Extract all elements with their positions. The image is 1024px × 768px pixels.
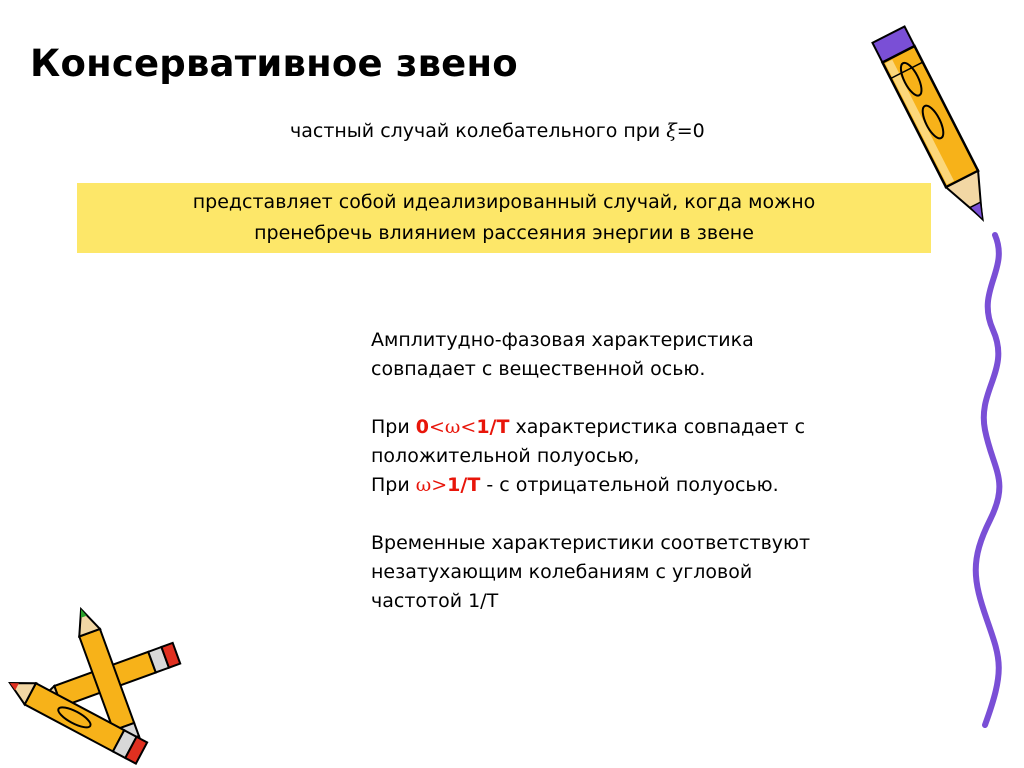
slide-subtitle: [290, 120, 705, 142]
para2-text1: характеристика совпадает с: [509, 416, 806, 438]
range-negative: [416, 474, 481, 496]
highlight-box: [77, 183, 931, 253]
para2-text2: - с отрицательной полуосью.: [480, 474, 779, 496]
para1-line2: совпадает с вещественной осью.: [371, 358, 706, 380]
xi-symbol: ξ: [666, 120, 677, 142]
subtitle-suffix: =0: [676, 120, 705, 142]
range2-end: 1/T: [447, 474, 481, 496]
body-text: [371, 326, 931, 616]
highlight-line-2: пренебречь влиянием рассеяния энергии в звене: [254, 222, 754, 244]
range1-end: 1/T: [476, 416, 510, 438]
para3-line1: Временные характеристики соответствуют: [371, 532, 811, 554]
pri-label-1: При: [371, 416, 416, 438]
paragraph-afc: [371, 326, 931, 384]
highlight-line-1: представляет собой идеализированный случай, когда можно: [192, 191, 816, 213]
lt-symbol-2: <: [460, 416, 477, 438]
gt-symbol: >: [431, 474, 448, 496]
squiggle-line: [955, 230, 1024, 730]
slide-title: Консервативное звено: [30, 42, 518, 85]
paragraph-time: [371, 529, 931, 616]
crossed-pencils-icon: [0, 600, 210, 765]
para1-line1: Амплитудно-фазовая характеристика: [371, 329, 754, 351]
omega-symbol-1: ω: [444, 416, 461, 438]
pencil-icon: [858, 2, 1008, 247]
paragraph-ranges: [371, 413, 931, 500]
squiggle-path: [976, 235, 1000, 725]
pri-label-2: При: [371, 474, 416, 496]
subtitle-text: частный случай колебательного при: [290, 120, 667, 142]
lt-symbol-1: <: [428, 416, 445, 438]
para3-line3: частотой 1/T: [371, 590, 499, 612]
para2-line2: положительной полуосью,: [371, 445, 640, 467]
range-positive: [416, 416, 510, 438]
range-zero: 0: [415, 416, 429, 438]
omega-symbol-2: ω: [415, 474, 432, 496]
para3-line2: незатухающим колебаниям с угловой: [371, 561, 753, 583]
